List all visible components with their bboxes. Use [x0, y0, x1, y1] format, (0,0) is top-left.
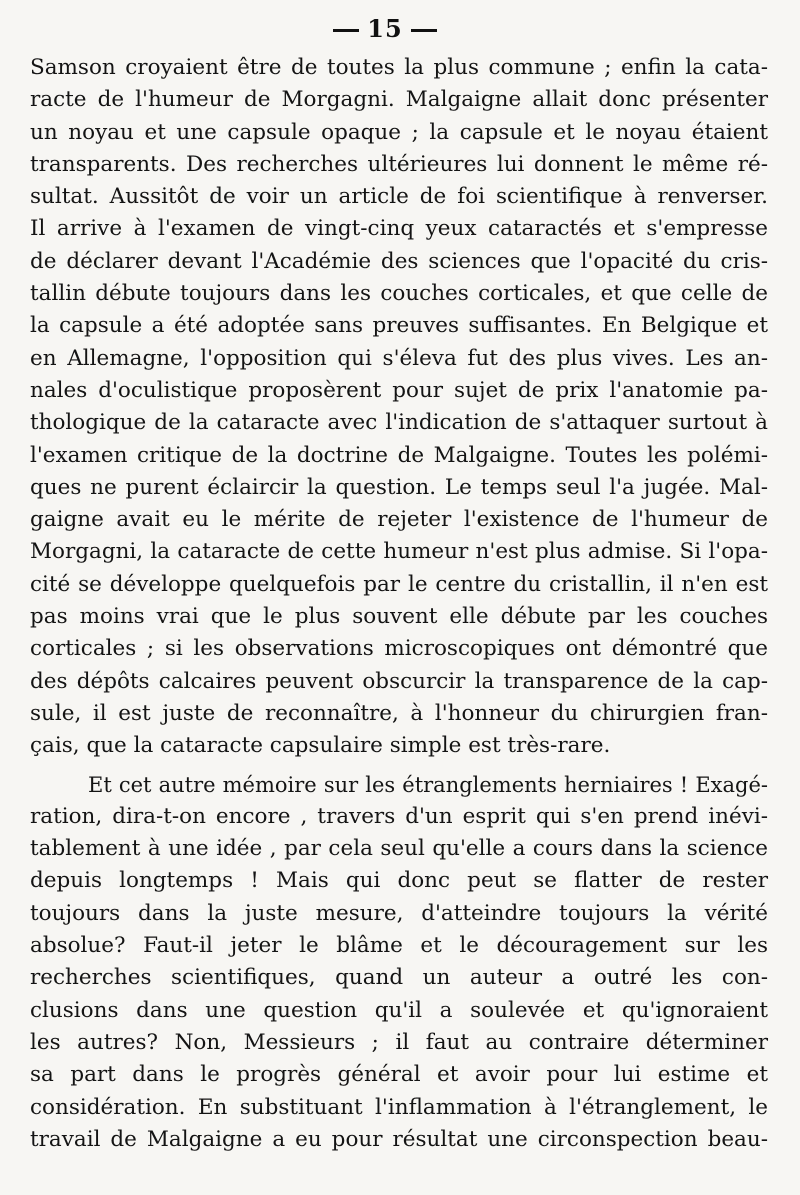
text-line: thologique de la cataracte avec l'indication de s'attaquer surtout à [30, 410, 768, 436]
text-line: corticales ; si les observations microscopiques ont démontré que [30, 636, 768, 662]
text-line: transparents. Des recherches ultérieures lui donnent le même ré- [30, 151, 768, 177]
text-line: cité se développe quelquefois par le centre du cristallin, il n'en est [30, 571, 768, 597]
text-line: recherches scientifiques, quand un auteur a outré les con- [30, 965, 768, 991]
text-line: travail de Malgaigne a eu pour résultat une circonspection beau- [30, 1126, 768, 1152]
text-line: en Allemagne, l'opposition qui s'éleva fut des plus vives. Les an- [30, 345, 768, 371]
text-line: çais, que la cataracte capsulaire simple est très-rare. [30, 733, 611, 759]
left-dash-ornament [333, 29, 359, 32]
text-line: ration, dira-t-on encore , travers d'un esprit qui s'en prend inévi- [30, 803, 768, 829]
text-line: racte de l'humeur de Morgagni. Malgaigne allait donc présenter [30, 87, 768, 113]
text-line: nales d'oculistique proposèrent pour sujet de prix l'anatomie pa- [30, 377, 768, 403]
page-number-header [0, 14, 770, 43]
text-line: les autres? Non, Messieurs ; il faut au contraire déterminer [30, 1029, 768, 1055]
right-dash-ornament [411, 29, 437, 32]
text-line: des dépôts calcaires peuvent obscurcir la transparence de la cap- [30, 668, 768, 694]
text-line: toujours dans la juste mesure, d'atteindre toujours la vérité [30, 900, 768, 926]
text-line: pas moins vrai que le plus souvent elle débute par les couches [30, 604, 768, 630]
text-line: la capsule a été adoptée sans preuves suffisantes. En Belgique et [30, 313, 768, 339]
text-line: clusions dans une question qu'il a soulevée et qu'ignoraient [30, 997, 768, 1023]
text-line: Et cet autre mémoire sur les étranglements herniaires ! Exagé- [88, 772, 768, 797]
paragraph [30, 769, 768, 1157]
text-line: Samson croyaient être de toutes la plus commune ; enfin la cata- [30, 55, 768, 80]
text-line: sa part dans le progrès général et avoir pour lui estime et [30, 1062, 768, 1088]
text-line: depuis longtemps ! Mais qui donc peut se flatter de rester [30, 868, 768, 894]
text-line: Morgagni, la cataracte de cette humeur n'est plus admise. Si l'opa- [30, 539, 768, 565]
text-line: ques ne purent éclaircir la question. Le temps seul l'a jugée. Mal- [30, 474, 768, 500]
page-number: 15 [367, 14, 403, 43]
text-line: un noyau et une capsule opaque ; la capsule et le noyau étaient [30, 119, 768, 145]
text-line: considération. En substituant l'inflammation à l'étranglement, le [30, 1094, 768, 1120]
text-line: tallin débute toujours dans les couches corticales, et que celle de [30, 281, 768, 307]
text-line: gaigne avait eu le mérite de rejeter l'existence de l'humeur de [30, 507, 768, 533]
text-line: tablement à une idée , par cela seul qu'elle a cours dans la science [30, 836, 768, 862]
text-line: Il arrive à l'examen de vingt-cinq yeux cataractés et s'empresse [30, 216, 768, 242]
text-line: de déclarer devant l'Académie des sciences que l'opacité du cris- [30, 248, 768, 274]
text-line: sule, il est juste de reconnaître, à l'honneur du chirurgien fran- [30, 700, 768, 726]
paragraph [30, 52, 768, 763]
text-line: sultat. Aussitôt de voir un article de foi scientifique à renverser. [30, 184, 768, 210]
body-text [30, 52, 768, 1156]
text-line: absolue? Faut-il jeter le blâme et le découragement sur les [30, 933, 768, 959]
text-line: l'examen critique de la doctrine de Malgaigne. Toutes les polémi- [30, 442, 768, 468]
